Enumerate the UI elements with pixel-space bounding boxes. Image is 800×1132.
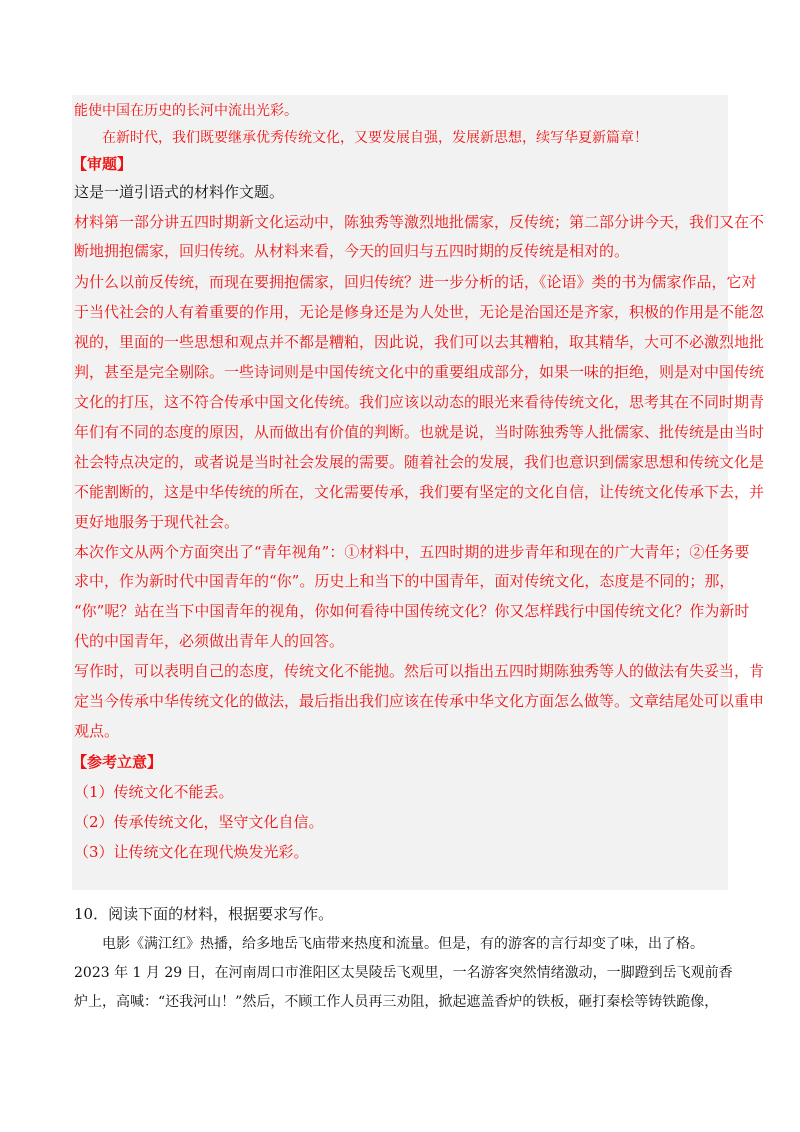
lizhi-heading: 【参考立意】 bbox=[72, 753, 163, 771]
answer-section bbox=[72, 95, 765, 890]
lizhi-item: （3）让传统文化在现代焕发光彩。 bbox=[74, 843, 309, 861]
question-title: 10．阅读下面的材料，根据要求写作。 bbox=[74, 905, 334, 923]
material-line: 2023 年 1 月 29 日，在河南周口市淮阳区太昊陵岳飞观里，一名游客突然情绪激动，一脚蹬到岳飞观前香 bbox=[74, 965, 733, 981]
shenti-line: 不能割断的，这是中华传统的所在，文化需要传承，我们要有坚定的文化自信，让传统文化传承下去，并 bbox=[74, 483, 765, 501]
shenti-line: 定当今传承中华传统文化的做法，最后指出我们应该在传承中华文化方面怎么做等。文章结尾处可以重申 bbox=[74, 692, 765, 710]
shenti-line: 于当代社会的人有着重要的作用，无论是修身还是为人处世，无论是治国还是齐家，积极的作用是不能忽 bbox=[74, 303, 765, 321]
lizhi-item: （1）传统文化不能丢。 bbox=[74, 783, 234, 801]
material-line: 炉上，高喊：“还我河山！”然后，不顾工作人员再三劝阻，掀起遮盖香炉的铁板，砸打秦桧等铸铁跪像， bbox=[74, 994, 719, 1010]
lizhi-item: （2）传承传统文化，坚守文化自信。 bbox=[74, 813, 324, 831]
shenti-line: 代的中国青年，必须做出青年人的回答。 bbox=[74, 632, 345, 650]
shenti-line: 文化的打压，这不符合传承中国文化传统。我们应该以动态的眼光来看待传统文化，思考其在不同时期青 bbox=[74, 393, 765, 411]
shenti-heading: 【审题】 bbox=[72, 155, 133, 173]
essay-tail-line: 能使中国在历史的长河中流出光彩。 bbox=[74, 103, 298, 119]
shenti-line: 观点。 bbox=[74, 722, 120, 740]
essay-tail-line: 在新时代，我们既要继承优秀传统文化，又要发展自强，发展新思想，续写华夏新篇章！ bbox=[102, 130, 648, 146]
shenti-line: “你”呢？站在当下中国青年的视角，你如何看待中国传统文化？你又怎样践行中国传统文化？作为新时 bbox=[74, 602, 750, 620]
shenti-line: 为什么以前反传统，而现在要拥抱儒家，回归传统？进一步分析的话，《论语》类的书为儒家作品，它对 bbox=[74, 273, 757, 291]
shenti-line: 视的，里面的一些思想和观点并不都是糟粕，因此说，我们可以去其糟粕，取其精华，大可不必激烈地批 bbox=[74, 333, 765, 351]
shenti-line: 判，甚至是完全剔除。一些诗词则是中国传统文化中的重要组成部分，如果一味的拒绝，则是对中国传统 bbox=[74, 363, 765, 381]
shenti-line: 材料第一部分讲五四时期新文化运动中，陈独秀等激烈地批儒家，反传统；第二部分讲今天，我们又在不 bbox=[74, 213, 765, 231]
shenti-line: 这是一道引语式的材料作文题。 bbox=[74, 183, 285, 201]
shenti-line: 断地拥抱儒家，回归传统。从材料来看，今天的回归与五四时期的反传统是相对的。 bbox=[74, 242, 630, 260]
shenti-line: 写作时，可以表明自己的态度，传统文化不能抛。然后可以指出五四时期陈独秀等人的做法有失妥当，肯 bbox=[74, 662, 765, 680]
shenti-line: 社会特点决定的，或者说是当时社会发展的需要。随着社会的发展，我们也意识到儒家思想和传统文化是 bbox=[74, 453, 765, 471]
shenti-line: 求中，作为新时代中国青年的“你”。历史上和当下的中国青年，面对传统文化，态度是不同的；那， bbox=[74, 572, 735, 590]
shenti-line: 更好地服务于现代社会。 bbox=[74, 513, 240, 531]
shenti-line: 本次作文从两个方面突出了“青年视角”：①材料中，五四时期的进步青年和现在的广大青年；②任务要 bbox=[74, 543, 750, 561]
shenti-line: 年们有不同的态度的原因，从而做出有价值的判断。也就是说，当时陈独秀等人批儒家、批传统是由当时 bbox=[74, 423, 765, 441]
material-line: 电影《满江红》热播，给多地岳飞庙带来热度和流量。但是，有的游客的言行却变了味，出了格。 bbox=[102, 936, 704, 952]
